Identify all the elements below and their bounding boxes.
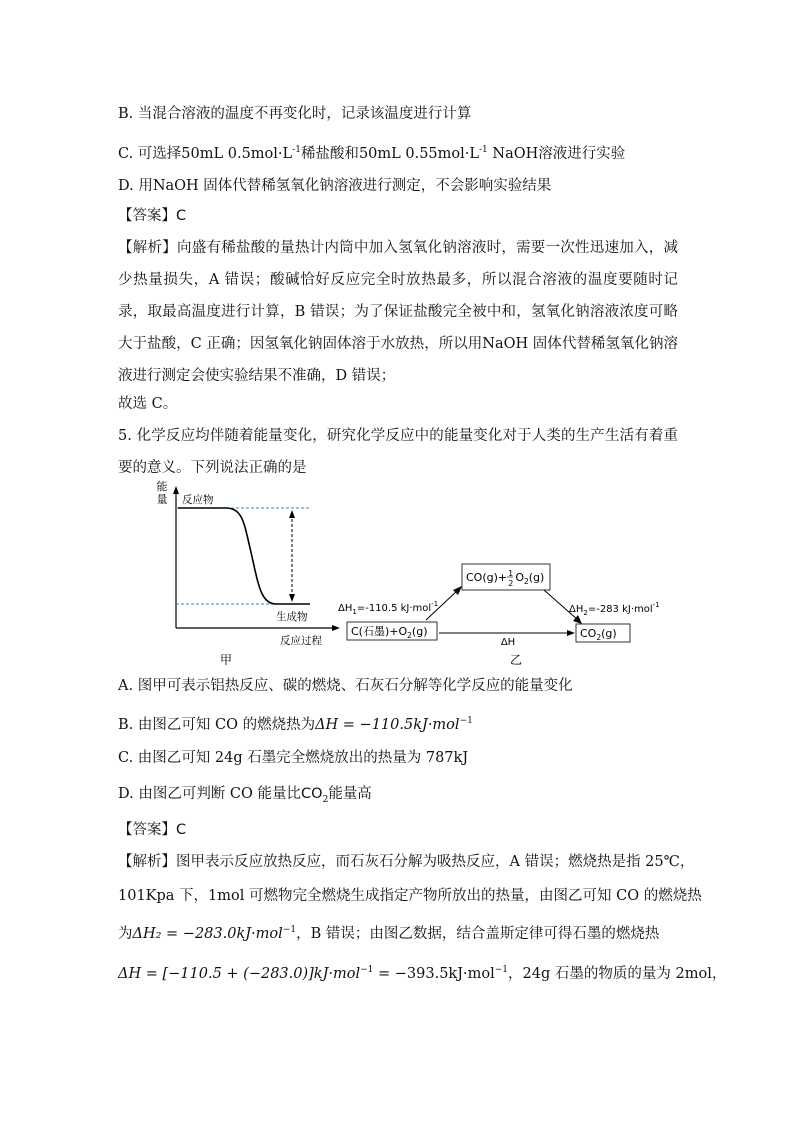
figure-yi xyxy=(338,564,660,667)
analysis-2-l4-sup1: −1 xyxy=(360,965,374,975)
jia-delta-arrow-top xyxy=(289,510,295,518)
option-b-sup: −1 xyxy=(459,716,473,726)
jia-product-label: 生成物 xyxy=(276,611,308,623)
jia-delta-arrow-bottom xyxy=(289,594,295,602)
energy-figure xyxy=(140,478,680,668)
yi-box-co2-text: $CO_2(g)$ xyxy=(580,627,617,642)
yi-dh-label: ΔH xyxy=(500,637,516,648)
option-d-end: 能量高 xyxy=(328,786,372,802)
analysis-2-l4-end: ，24g 石墨的物质的量为 2mol， xyxy=(508,965,727,982)
yi-box-graphite-text: C(石墨)$+O_2(g)$ xyxy=(351,625,428,640)
analysis-2-l3-end: ，B 错误；由图乙数据，结合盖斯定律可得石墨的燃烧热 xyxy=(296,925,660,942)
option-c: C. 由图乙可知 24g 石墨完全燃烧放出的热量为 787kJ xyxy=(118,750,469,766)
option-b xyxy=(118,711,473,735)
figure-jia xyxy=(157,479,341,667)
yi-dh2-label: $\Delta H_2=-283$ kJ·mol$^{-1}$ xyxy=(569,601,660,617)
analysis-2-l4-sup2: −1 xyxy=(494,965,509,975)
option-c-conc2: 50mL 0.55mol·L xyxy=(358,145,480,162)
option-c-hcl: 稀盐酸和 xyxy=(300,145,359,162)
question-5: 5. 化学反应均伴随着能量变化，研究化学反应中的能量变化对于人类的生产生活有着重要的意义。下列说法正确的是 xyxy=(118,428,678,476)
option-d-sub: 2 xyxy=(322,794,329,805)
analysis-2-line-3 xyxy=(118,920,659,944)
option-c-sup1: -1 xyxy=(292,145,301,155)
option-d-co2: CO xyxy=(301,786,323,802)
jia-caption: 甲 xyxy=(219,653,233,667)
option-d xyxy=(118,784,372,810)
option-d-prefix: D. 由图乙可判断 CO 能量比 xyxy=(118,786,302,802)
option-b-prefix: B. 由图乙可知 CO 的燃烧热为 xyxy=(118,716,316,733)
jia-y-arrow xyxy=(173,486,179,494)
analysis-2-l3-prefix: 为 xyxy=(118,925,133,942)
jia-x-arrow xyxy=(332,625,340,631)
option-b-expr: ΔH = −110.5kJ·mol xyxy=(315,716,460,733)
answer-label-2: 【答案】C xyxy=(118,822,187,838)
analysis-2-l4-expr: ΔH = [−110.5 + (−283.0)]kJ·mol xyxy=(118,965,361,982)
analysis-1: 【解析】向盛有稀盐酸的量热计内筒中加入氢氧化钠溶液时，需要一次性迅速加入，减少热量损失，A 错误；酸碱恰好反应完全时放热最多，所以混合溶液的温度要随时记录，取最高温度进行计算，B 错误；为了保证盐酸完全被中和，氢氧化钠溶液浓度可略大于盐酸，C 正确；因氢氧化钠固体溶于水放热，所以用NaOH 固体代替稀氢氧化钠溶液进行测定会使实验结果不准确，D 错误； xyxy=(118,240,678,384)
jia-y-label-1: 能 xyxy=(156,480,168,493)
option-c-sup2: -1 xyxy=(479,145,488,155)
jia-energy-curve xyxy=(178,508,310,604)
option-a: A. 图甲可表示铝热反应、碳的燃烧、石灰石分解等化学反应的能量变化 xyxy=(118,678,573,694)
jia-x-label: 反应过程 xyxy=(280,635,322,647)
option-b-previous: B. 当混合溶液的温度不再变化时，记录该温度进行计算 xyxy=(118,106,472,122)
option-c-previous xyxy=(118,140,625,164)
analysis-2-l4-mid: = −393.5kJ·mol xyxy=(373,965,495,982)
analysis-2-line-1: 【解析】图甲表示反应放热反应，而石灰石分解为吸热反应，A 错误；燃烧热是指 25℃， xyxy=(118,854,695,870)
option-d-previous: D. 用NaOH 固体代替稀氢氧化钠溶液进行测定，不会影响实验结果 xyxy=(118,178,552,194)
yi-arrow-dh-head xyxy=(567,630,575,636)
option-c-conc1: 50mL 0.5mol·L xyxy=(181,145,293,162)
jia-reactant-label: 反应物 xyxy=(182,494,214,506)
yi-caption: 乙 xyxy=(509,653,523,667)
yi-dh1-label: $\Delta H_1=-110.5$ kJ·mol$^{-1}$ xyxy=(338,600,439,616)
analysis-2-line-4 xyxy=(118,960,726,984)
option-c-prefix: C. 可选择 xyxy=(118,145,182,162)
analysis-2-line-2: 101Kpa 下，1mol 可燃物完全燃烧生成指定产物所放出的热量，由图乙可知 CO 的燃烧热 xyxy=(118,888,702,904)
analysis-2-l3-expr: ΔH₂ = −283.0kJ·mol xyxy=(132,925,283,942)
jia-y-label-2: 量 xyxy=(156,493,168,506)
yi-box-co-text: CO(g)+$^1$ 2 $O_2(g)$ xyxy=(466,569,545,588)
conclusion-1: 故选 C。 xyxy=(118,396,178,412)
answer-label-1: 【答案】C xyxy=(118,208,187,224)
analysis-2-l3-sup: −1 xyxy=(282,925,297,935)
option-c-naoh: NaOH溶液进行实验 xyxy=(487,145,626,162)
